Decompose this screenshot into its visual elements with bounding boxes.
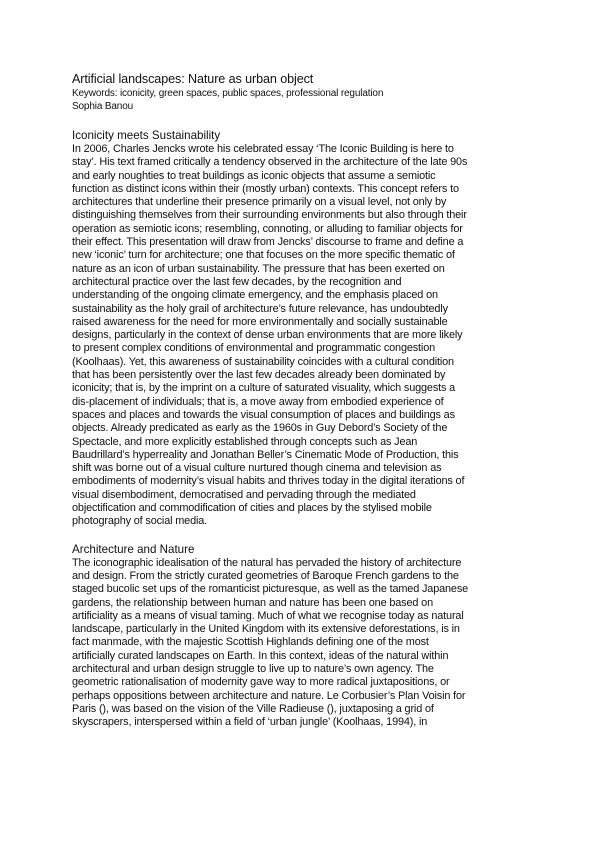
body-text-line: staged bucolic set ups of the romanticist picturesque, as well as the tamed Japanese <box>72 583 469 596</box>
section-body <box>72 143 530 529</box>
body-text-line: In 2006, Charles Jencks wrote his celebrated essay ‘The Iconic Building is here to <box>72 143 454 155</box>
body-text-line: spaces and places and towards the visual consumption of places and buildings as <box>72 408 455 421</box>
body-text-line: function as distinct icons within their (mostly urban) contexts. This concept refers to <box>72 182 459 195</box>
body-text-line: photography of social media. <box>72 515 208 528</box>
body-text-line: stay’. His text framed critically a tendency observed in the architecture of the late 90s <box>72 156 468 169</box>
body-text-line: architectures that underline their presence primarily on a visual level, not only by <box>72 196 447 209</box>
section-body <box>72 557 530 730</box>
body-text-line: objectification and commodification of cities and places by the stylised mobile <box>72 502 432 515</box>
body-text-line: visual disembodiment, democratised and pervading through the mediated <box>72 488 416 501</box>
body-text-line: embodiments of modernity’s visual habits and thrives today in the digital iterations of <box>72 475 465 488</box>
body-text-line: sustainability as the holy grail of architecture’s future relevance, has undoubtedly <box>72 302 448 315</box>
body-text-line: nature as an icon of urban sustainability. The pressure that has been exerted on <box>72 262 445 275</box>
section-iconicity <box>72 128 530 529</box>
body-text-line: and design. From the strictly curated geometries of Baroque French gardens to the <box>72 569 459 582</box>
section-heading: Architecture and Nature <box>72 542 195 556</box>
body-text-line: to present complex conditions of environmental and programmatic congestion <box>72 342 436 355</box>
body-text-line: artificiality as a means of visual taming. Much of what we recognise today as natural <box>72 609 464 622</box>
body-text-line: gardens, the relationship between human and nature has been one based on <box>72 596 433 609</box>
body-text-line: that has been persistently over the last few decades already been dominated by <box>72 369 446 382</box>
body-text-line: landscape, particularly in the United Kingdom with its extensive deforestations, is in <box>72 623 460 636</box>
body-text-line: and early noughties to treat buildings as iconic objects that assume a semiotic <box>72 169 436 182</box>
body-text-line: artificially curated landscapes on Earth. In this context, ideas of the natural within <box>72 649 449 662</box>
body-text-line: new ‘iconic’ turn for architecture; one that focuses on the more specific thematic of <box>72 249 455 262</box>
body-text-line: shift was borne out of a visual culture nurtured though cinema and television as <box>72 462 442 475</box>
body-text-line: The iconographic idealisation of the natural has pervaded the history of architecture <box>72 556 462 569</box>
body-text-line: distinguishing themselves from their surrounding environments but also through their <box>72 209 467 222</box>
body-text-line: dis-placement of individuals; that is, a move away from embodied experience of <box>72 395 444 408</box>
section-architecture-nature <box>72 542 530 730</box>
body-text-line: raised awareness for the need for more environmentally and socially sustainable <box>72 315 448 328</box>
body-text-line: architectural and urban design struggle to live up to nature’s own agency. The <box>72 662 434 675</box>
body-text-line: their effect. This presentation will draw from Jencks’ discourse to frame and define a <box>72 236 464 249</box>
section-heading: Iconicity meets Sustainability <box>72 129 221 142</box>
body-text-line: geometric rationalisation of modernity gave way to more radical juxtapositions, or <box>72 676 450 689</box>
keywords-line: Keywords: iconicity, green spaces, public spaces, professional regulation <box>72 88 384 99</box>
body-text-line: fact manmade, with the majestic Scottish Highlands defining one of the most <box>72 636 429 649</box>
paper-title: Artificial landscapes: Nature as urban object <box>72 72 314 86</box>
body-text-line: iconicity; that is, by the imprint on a culture of saturated visuality, which suggests a <box>72 382 456 395</box>
author-name: Sophia Banou <box>72 101 134 112</box>
document-page <box>72 71 530 729</box>
body-text-line: designs, particularly in the context of dense urban environments that are more likely <box>72 329 463 342</box>
body-text-line: skyscrapers, interspersed within a field of ‘urban jungle’ (Koolhaas, 1994), in <box>72 716 428 729</box>
body-text-line: Baudrillard’s hyperreality and Jonathan Beller’s Cinematic Mode of Production, this <box>72 448 459 461</box>
spacer <box>72 113 530 128</box>
spacer <box>72 529 530 542</box>
body-text-line: operation as semiotic icons; resembling, connoting, or alluding to familiar objects for <box>72 222 463 235</box>
body-text-line: (Koolhaas). Yet, this awareness of sustainability coincides with a cultural condition <box>72 355 454 368</box>
body-text-line: Spectacle, and more explicitly established through concepts such as Jean <box>72 435 418 448</box>
body-text-line: objects. Already predicated as early as the 1960s in Guy Debord’s Society of the <box>72 422 448 435</box>
body-text-line: Paris (), was based on the vision of the Ville Radieuse (), juxtaposing a grid of <box>72 702 434 715</box>
body-text-line: architectural practice over the last few decades, by the recognition and <box>72 275 402 288</box>
body-text-line: understanding of the ongoing climate emergency, and the emphasis placed on <box>72 289 438 302</box>
body-text-line: perhaps oppositions between architecture and nature. Le Corbusier’s Plan Voisin for <box>72 689 466 702</box>
